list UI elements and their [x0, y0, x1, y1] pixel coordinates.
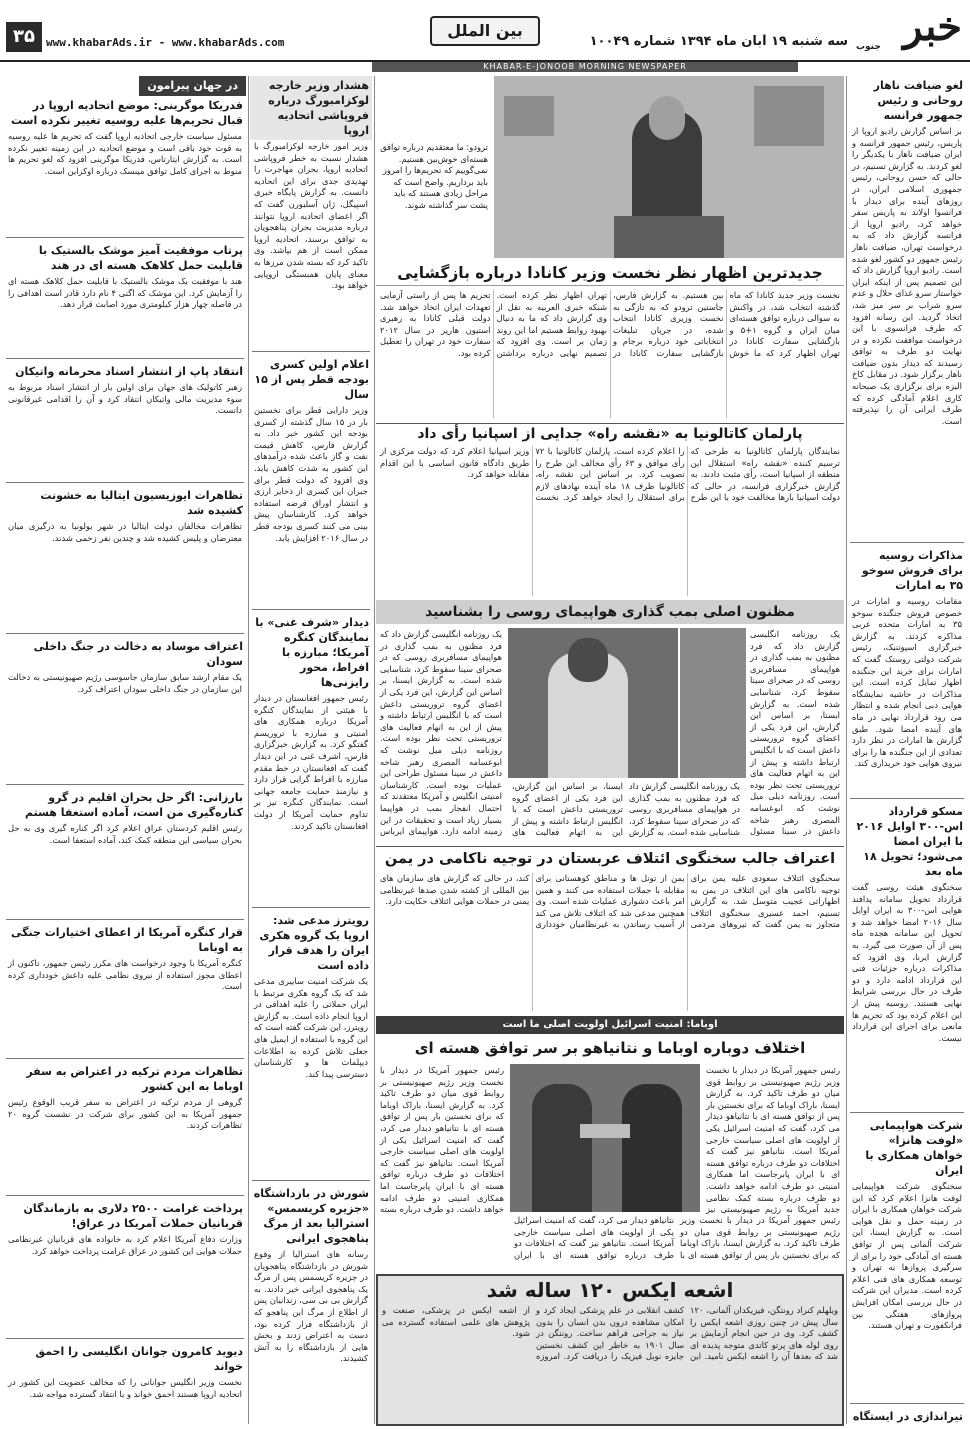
article-title: هشدار وزیر خارجه لوکزامبورگ درباره فروپاشی اتحادیه اروپا — [250, 76, 372, 140]
article-body: رئیس جمهور افغانستان در دیدار با هیئتی از نمایندگان کنگره آمریکا درباره همکاری های امنیتی و مبارزه با تروریسم گفتگو کرد. به گزارش خبرگزاری فارس، اشرف غنی در این دیدار گفت که افغانستان در خط مقدم مبارزه با افراط گرایی قرار دارد و نیازمند حمایت جامعه جهانی است. نمایندگان کنگره نیز بر تداوم حمایت آمریکا از دولت افغانستان تاکید کردند. — [254, 693, 368, 831]
article-title: تظاهرات مردم ترکیه در اعتراض به سفر اوباما به این کشور — [26, 1065, 243, 1093]
headline-obama: اختلاف دوباره اوباما و نتانیاهو بر سر توافق هسته ای — [414, 1039, 806, 1057]
article-body: سخنگوی هیئت روسی گفت قرارداد تحویل سامانه پدافند هوایی اس-۳۰۰ به ایران اوایل سال ۲۰۱۶ امضا خواهد شد و تحویل این سامانه هجده ماه پس از آن صورت می گیرد. به گزارش ایرنا، وی افزود که مذاکرات درباره جزئیات فنی این قرارداد ادامه دارد و دو طرف در حال بررسی شرایط نهایی هستند. روسیه پیش از این اعلام کرده بود که تحریم ها مانعی برای اجرای این قرارداد نیست. — [852, 882, 962, 1043]
article-body: مقامات روسیه و امارات در خصوص فروش جنگنده سوخو ۳۵ به امارات متحده عربی مذاکره کردند. به گزارش خبرگزاری اسپوتنیک، رئیس شرکت دولتی روستک گفت که امارات برای خرید این جنگنده اظهار تمایل کرده است. این مذاکرات در حاشیه نمایشگاه هوایی دبی انجام شده و انتظار می رود قرارداد نهایی در ماه های آینده امضا شود. طبق گزارش ها امارات در نظر دارد تعدادی از این جنگنده ها را برای نیروی هوایی خود خریداری کند. — [852, 596, 962, 769]
article-body: وزیر امور خارجه لوکزامبورگ با هشدار نسبت به خطر فروپاشی اتحادیه اروپا، بحران مهاجرت را تهدیدی جدی برای این اتحادیه دانست. به گزارش پایگاه خبری اسپیگل، ژان آسلبورن گفت که اگر اعضای اتحادیه اروپا نتوانند درباره مدیریت بحران پناهجویان به توافق برسند، اتحادیه اروپا ممکن است از هم بپاشد. وی تاکید کرد که بسته شدن مرزها به معنای پایان همبستگی اروپایی خواهد بود. — [254, 141, 368, 291]
article-title: شرکت هواپیمایی «لوفت هانزا» خواهان همکاری با ایران — [865, 1119, 963, 1177]
article-title: اعتراف موساد به دخالت در جنگ داخلی سودان — [33, 640, 243, 668]
obama-kicker: اوباما: امنیت اسرائیل اولویت اصلی ما است — [376, 1016, 844, 1034]
article-body: وزارت دفاع آمریکا اعلام کرد به خانواده های قربانیان غیرنظامی حملات هوایی این کشور در عراق غرامت پرداخت خواهد کرد. — [8, 1234, 242, 1256]
article-body: یک شرکت امنیت سایبری مدعی شد که یک گروه هکری مرتبط با ایران حملاتی را علیه اهدافی در اروپا انجام داده است. به گزارش رویترز، این شرکت گفته است که این گروه با استفاده از ایمیل های جعلی تلاش کرده به اطلاعات دیپلمات ها و کارشناسان دسترسی پیدا کند. — [254, 976, 368, 1079]
article-body: تظاهرات مخالفان دولت ایتالیا در شهر بولونیا به درگیری میان معترضان و پلیس کشیده شد و چندین نفر زخمی شدند. — [8, 521, 242, 543]
obama-netanyahu-photo — [510, 1064, 700, 1212]
divider — [6, 1058, 244, 1059]
article-title: قرار کنگره آمریکا از اعطای اختیارات جنگی به اوباما — [10, 926, 243, 954]
divider — [6, 633, 244, 634]
article-body: نخست وزیر انگلیس جوانانی را که مخالف عضویت این کشور در اتحادیه اروپا هستند احمق خواند و با انتقاد گسترده مواجه شد. — [8, 1377, 242, 1399]
headline-catalonia: پارلمان کاتالونیا به «نقشه راه» جدایی از اسپانیا رأی داد — [376, 423, 844, 443]
story-obama-c: رئیس جمهور آمریکا در دیدار با نخست وزیر رژیم صهیونیستی بر روابط قوی میان دو طرف تاکید کرد. به گزارش ایسنا، باراک اوباما که برای نخستین بار پس از توافق هسته ای با نتانیاهو دیدار می کرد، گفت که امنیت اسرائیل یکی از اولویت های اصلی سیاست خارجی آمریکا است. نتانیاهو نیز گفت که اختلافات دو طرف درباره توافق هسته ای با ایران — [514, 1215, 840, 1260]
column-rule — [248, 76, 249, 1424]
article-title: رویترز مدعی شد: اروپا یک گروه هکری ایران را هدف قرار داده است — [259, 914, 369, 972]
article-body: هند با موفقیت یک موشک بالستیک با قابلیت حمل کلاهک هسته ای را آزمایش کرد. این موشک که اگنی ۴ نام دارد قادر است اهدافی را در فاصله چهار هزار کیلومتری مورد اصابت قرار دهد. — [8, 276, 242, 310]
divider — [850, 542, 964, 543]
divider — [252, 1180, 370, 1181]
headline-canada: جدیدترین اظهار نظر نخست وزیر کانادا درباره بازگشایی — [376, 260, 844, 286]
article-body: رهبر کاتولیک های جهان برای اولین بار از انتشار اسناد مربوط به سوء مدیریت مالی واتیکان انتقاد کرد و آن را اقدامی غیرقانونی دانست. — [8, 382, 242, 416]
article-title: لغو ضیافت ناهار روحانی و رئیس جمهور فرانسه — [873, 79, 963, 122]
divider — [850, 1112, 964, 1113]
article-title: فدریکا موگرینی: موضع اتحادیه اروپا در قبال تحریم‌ها علیه روسیه تغییر نکرده است — [11, 99, 243, 127]
story-xray: ویلهلم کنراد رونتگن، فیزیکدان آلمانی، ۱۲۰ سال پیش در چنین روزی اشعه ایکس را کشف کرد. وی در حین انجام آزمایش بر روی لوله های پرتو کاتدی متوجه پدیده ای شد که بعدها آن را اشعه ایکس نامید. این کشف انقلابی در علم پزشکی ایجاد کرد و امکان مشاهده درون بدن انسان را بدون نیاز به جراحی فراهم ساخت. رونتگن در سال ۱۹۰۱ به خاطر این کشف نخستین جایزه نوبل فیزیک را دریافت کرد. امروزه از اشعه ایکس در پزشکی، صنعت و پژوهش های علمی استفاده گسترده می شود. — [382, 1305, 838, 1362]
article-title: مذاکرات روسیه برای فروش سوخو ۳۵ به امارات — [861, 549, 963, 592]
divider — [6, 1195, 244, 1196]
logo-sub: جنوب — [856, 42, 881, 52]
mid-column — [250, 76, 372, 1424]
maple-leaf-icon — [504, 96, 554, 136]
story-obama-a: رئیس جمهور آمریکا در دیدار با نخست وزیر رژیم صهیونیستی بر روابط قوی میان دو طرف تاکید کرد. به گزارش ایسنا، باراک اوباما که برای نخستین بار پس از توافق هسته ای با نتانیاهو دیدار می کرد، گفت که امنیت اسرائیل یکی از اولویت های اصلی سیاست خارجی آمریکا است. نتانیاهو نیز گفت که اختلافات دو طرف درباره توافق هسته ای با ایران پابرجاست اما همکاری امنیتی دو طرف ادامه خواهد داشت. دو طرف درباره بسته کمک نظامی جدید آمریکا به رژیم صهیونیستی نیز — [706, 1065, 840, 1214]
article-title: انتقاد پاپ از انتشار اسناد محرمانه واتیکان — [15, 365, 243, 378]
article-title: تیراندازی در ایستگاه — [852, 1410, 963, 1423]
site-url[interactable]: www.khabarAds.ir - www.khabarAds.com — [46, 36, 285, 49]
speaker-head — [649, 96, 685, 140]
suspect-head — [568, 638, 608, 682]
article-body: رسانه های استرالیا از وقوع شورش در بازداشتگاه پناهجویان در جزیره کریسمس پس از مرگ یک پناهجوی ایرانی خبر دادند. به گزارش بی بی سی، زندانیان پس از اطلاع از مرگ این پناهجو که از بازداشتگاه فرار کرده بود، دست به اعتراض زدند و بخش هایی از بازداشتگاه را به آتش کشیدند. — [254, 1249, 368, 1364]
story-canada: نخست وزیر جدید کانادا که ماه گذشته انتخاب شد، در واکنش به سوالی درباره توافق هسته‌ای میان ایران و گروه ۱+۵ و بازگشایی سفارت کانادا در تهران اظهار کرد که ما خوش بین هستیم. به گزارش فارس، جاستین ترودو که به تازگی به نخست وزیری کانادا انتخاب شده، در جریان تبلیغات انتخاباتی خود درباره برجام و بازگشایی سفارت کانادا در تهران اظهار نظر کرده است. شبکه خبری العربیه به نقل از وی گزارش داد که ما به دنبال بهبود روابط هستیم اما این روند زمان بر است. وی افزود که تصمیم نهایی درباره برداشتن تحریم ها پس از راستی آزمایی تعهدات ایران اتخاذ خواهد شد. دولت قبلی کانادا به رهبری استیون هارپر در سال ۲۰۱۲ سفارت خود در تهران را تعطیل کرده بود. — [380, 290, 840, 358]
trudeau-photo — [494, 76, 844, 258]
divider — [6, 482, 244, 483]
section-banner: در جهان پیرامون — [139, 76, 246, 96]
left-column — [4, 76, 246, 1424]
masthead — [0, 0, 970, 62]
divider — [850, 1403, 964, 1404]
section-title: بین الملل — [430, 16, 540, 46]
logo-text: خبر — [903, 4, 962, 50]
column-rule — [846, 76, 847, 1424]
headline-yemen: اعتراف جالب سخنگوی ائتلاف عربستان در توجیه ناکامی در یمن — [376, 846, 844, 870]
divider — [6, 784, 244, 785]
podium — [614, 216, 724, 258]
maple-leaf-icon — [754, 86, 824, 146]
story-russian-plane-a: یک روزنامه انگلیسی گزارش داد که فرد مظنون به بمب گذاری در هواپیمای مسافربری روسی که در صحرای سینا سقوط کرد، شناسایی شده است. به گزارش ایسنا، بر اساس این گزارش، این فرد یکی از اعضای گروه تروریستی داعش است که با انگلیس ارتباط داشته و پیش از این به اتهام فعالیت های تروریستی تحت نظر بوده است. روزنامه دیلی میل نوشت که ابوعسامه المصری رهبر شاخه داعش در سینا مسئول — [750, 629, 840, 837]
column-rule — [374, 76, 375, 1424]
article-body: وزیر دارایی قطر برای نخستین بار در ۱۵ سال گذشته از کسری بودجه این کشور خبر داد. به گزارش فارس، کاهش قیمت نفت و گاز باعث شده درآمدهای این کشور به شدت کاهش یابد. وی افزود که دولت قطر برای جبران این کسری از ذخایر ارزی و انتشار اوراق قرضه استفاده خواهد کرد. کارشناسان پیش بینی می کنند کسری بودجه قطر در سال ۲۰۱۶ افزایش یابد. — [254, 405, 368, 543]
photo-caption: ترودو: ما معتقدیم درباره توافق هسته‌ای خوش‌بین هستیم. نمی‌گوییم که تحریم‌ها را امروز باید برداریم. واضح است که مراحل زیادی هستند که باید پشت سر گذاشته شوند. — [380, 142, 488, 210]
article-title: بارزانی: اگر حل بحران اقلیم در گرو کناره‌گیری من است، آماده استعفا هستم — [24, 791, 243, 819]
divider — [252, 351, 370, 352]
story-catalonia: نمایندگان پارلمان کاتالونیا به طرحی که ترسیم کننده «نقشه راه» استقلال این منطقه از اسپانیا است، رأی مثبت دادند. به گزارش خبرگزاری فرانسه، در حالی که دولت اسپانیا بارها مخالفت خود با این طرح را اعلام کرده است، پارلمان کاتالونیا با ۷۲ رأی موافق و ۶۳ رأی مخالف این طرح را تصویب کرد. بر اساس این نقشه راه، کاتالونیا ظرف ۱۸ ماه آینده نهادهای لازم برای استقلال را ایجاد خواهد کرد. نخست وزیر اسپانیا اعلام کرد که دولت مرکزی از طریق دادگاه قانون اساسی با این اقدام مقابله خواهد کرد. — [380, 446, 840, 503]
article-title: دیوید کامرون جوانان انگلیسی را احمق خواند — [35, 1345, 243, 1373]
story-obama-b: رئیس جمهور آمریکا در دیدار با نخست وزیر رژیم صهیونیستی بر روابط قوی میان دو طرف تاکید کرد. به گزارش ایسنا، باراک اوباما که برای نخستین بار پس از توافق هسته ای با نتانیاهو دیدار می کرد، گفت که امنیت اسرائیل یکی از اولویت های اصلی سیاست خارجی آمریکا است. نتانیاهو نیز گفت که اختلافات دو طرف درباره توافق هسته ای با ایران پابرجاست اما همکاری امنیتی دو طرف ادامه خواهد داشت. دو طرف درباره بسته — [380, 1065, 504, 1214]
article-title: دیدار «شرف غنی» با نمایندگان کنگره آمریکا؛ مبارزه با افراط، محور رایزنی‌ها — [255, 616, 369, 689]
divider — [252, 609, 370, 610]
suspect-photo — [508, 628, 678, 778]
article-body: سخنگوی شرکت هواپیمایی لوفت هانزا اعلام کرد که این شرکت خواهان همکاری با ایران در زمینه حمل و نقل هوایی است. به گزارش ایسنا، این شرکت آلمانی پس از توافق هسته ای آمادگی خود را برای از سرگیری پروازها به تهران و توسعه همکاری های فنی اعلام کرده است. مدیران این شرکت در حال بررسی امکان افزایش پروازهای هفتگی بین فرانکفورت و تهران هستند. — [852, 1181, 962, 1331]
divider — [850, 798, 964, 799]
story-russian-plane-b: یک روزنامه انگلیسی گزارش داد که فرد مظنون به بمب گذاری در هواپیمای مسافربری روسی که در صحرای سینا سقوط کرد، شناسایی شده است. به گزارش ایسنا، بر اساس این گزارش، این فرد یکی از اعضای گروه تروریستی داعش است که با انگلیس ارتباط داشته و پیش از این به اتهام فعالیت های تروریستی تحت نظر بوده است. روزنامه دیلی میل نوشت که ابوعسامه المصری رهبر شاخه داعش در سینا مسئول طراحی این عملیات بوده است. کارشناسان امنیتی انگلیس و آمریکا معتقدند که احتمال انفجار بمب در هواپیما بسیار زیاد است و تحقیقات در این زمینه ادامه دارد. هواپیمای ایرباس — [380, 629, 502, 837]
article-title: پرتاب موفقیت آمیز موشک بالستیک با قابلیت حمل کلاهک هسته ای در هند — [38, 244, 243, 272]
handshake — [580, 1124, 630, 1138]
article-body: گروهی از مردم ترکیه در اعتراض به سفر قریب الوقوع رئیس جمهور آمریکا به این کشور برای شرکت در نشست گروه ۲۰ تظاهرات کردند. — [8, 1097, 242, 1131]
article-title: مسکو قرارداد اس-۳۰۰ اوایل ۲۰۱۶ با ایران امضا می‌شود؛ تحویل ۱۸ ماه بعد — [856, 805, 963, 878]
figure-left — [532, 1084, 592, 1212]
article-title: اعلام اولین کسری بودجه قطر پس از ۱۵ سال — [254, 358, 369, 401]
divider — [6, 1338, 244, 1339]
article-body: مسئول سیاست خارجی اتحادیه اروپا گفت که تحریم ها علیه روسیه به قوت خود باقی است و موضع اتحادیه در این زمینه تغییر نکرده است. به گزارش ایتارتاس، فدریکا موگرینی افزود که لغو تحریم ها منوط به اجرای کامل توافق مینسک درباره اوکراین است. — [8, 131, 242, 176]
divider — [6, 919, 244, 920]
divider — [6, 358, 244, 359]
issue-date: سه شنبه ۱۹ آبان ماه ۱۳۹۴ شماره ۱۰۰۴۹ — [589, 34, 848, 49]
newspaper-logo — [854, 4, 962, 52]
page-number: ۳۵ — [6, 22, 42, 52]
divider — [6, 237, 244, 238]
headline-xray: اشعه ایکس ۱۲۰ ساله شد — [486, 1278, 734, 1302]
story-russian-plane-c: یک روزنامه انگلیسی گزارش داد که فرد مظنون به بمب گذاری در هواپیمای مسافربری روسی که در صحرای سینا سقوط کرد، شناسایی شده است. به گزارش ایسنا، بر اساس این گزارش، این فرد یکی از اعضای گروه تروریستی داعش است که با انگلیس ارتباط داشته و پیش از این به اتهام فعالیت های — [512, 781, 740, 838]
header-band: KHABAR-E-JONOOB MORNING NEWSPAPER — [372, 62, 798, 72]
story-yemen: سخنگوی ائتلاف سعودی علیه یمن برای توجیه ناکامی های این ائتلاف در یمن به اظهاراتی عجیب متوسل شد. به گزارش تسنیم، احمد عسیری سخنگوی ائتلاف متجاوز به یمن گفت که نیروهای مردمی یمن از تونل ها و مناطق کوهستانی برای مقابله با حملات استفاده می کنند و همین امر باعث دشواری عملیات شده است. وی همچنین مدعی شد که ائتلاف تلاش می کند از آسیب رساندن به غیرنظامیان خودداری کند، در حالی که گزارش های سازمان های بین المللی از کشته شدن صدها غیرنظامی یمنی در حملات هوایی ائتلاف حکایت دارد. — [380, 873, 840, 930]
article-body: رئیس اقلیم کردستان عراق اعلام کرد اگر کناره گیری وی به حل بحران سیاسی این منطقه کمک کند، آماده استعفا است. — [8, 823, 242, 845]
article-title: تظاهرات ایوزیسیون ایتالیا به خشونت کشیده شد — [40, 489, 243, 517]
article-body: کنگره آمریکا با وجود درخواست های مکرر رئیس جمهور، تاکنون از اعطای مجوز استفاده از نیروی نظامی علیه داعش خودداری کرده است. — [8, 958, 242, 992]
xray-box — [376, 1274, 844, 1426]
article-body: بر اساس گزارش رادیو اروپا از پاریس، رئیس جمهور فرانسه و ایران ضیافت ناهار با یکدیگر را لغو کردند. به گزارش تسنیم، در حالی که حسن روحانی، رئیس جمهوری اسلامی ایران، در روزهای آینده برای دیدار با فرانسوا اولاند به پاریس سفر خواهد کرد، رادیو اروپا از فرانسه گزارش داد که به درخواست تهران، ضیافت ناهار رئیس جمهور دو کشور لغو شده است. رادیو اروپا گزارش داد که این تصمیم پس از اینکه ایران خواستار سرو غذای حلال و عدم سرو شراب بر سر میز شد، اتخاذ گردید. این رسانه افزود که طرف فرانسوی با این درخواست موافقت نکرده و در نهایت دو طرف به توافق رسیدند که دیدار بدون ضیافت ناهار برگزار شود. در مقابل کاخ الیزه برای برگزاری یک صبحانه کاری اعلام آمادگی کرده که طرف ایرانی آن را نپذیرفته است. — [852, 126, 962, 426]
side-photo — [680, 628, 746, 778]
divider — [252, 907, 370, 908]
article-title: شورش در بازداشتگاه «جزیره کریسمس» استرالیا بعد از مرگ پناهجوی ایرانی — [253, 1187, 369, 1245]
article-body: یک مقام ارشد سابق سازمان جاسوسی رژیم صهیونیستی به دخالت این سازمان در جنگ داخلی سودان اعتراف کرد. — [8, 672, 242, 694]
right-column — [848, 76, 966, 1424]
headline-russian-plane: مظنون اصلی بمب گذاری هواپیمای روسی را بشناسید — [376, 600, 844, 624]
article-title: پرداخت غرامت ۲۵۰۰ دلاری به بازماندگان قربانیان حملات آمریکا در عراق! — [23, 1202, 243, 1230]
figure-right — [622, 1084, 682, 1212]
